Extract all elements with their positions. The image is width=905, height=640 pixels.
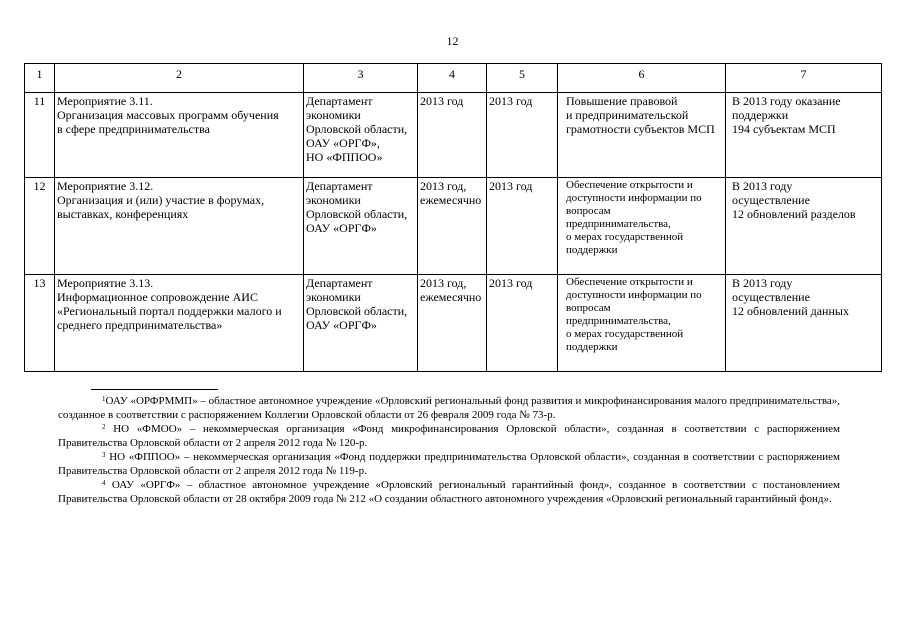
cell-line: среднего предпринимательства» [57, 318, 223, 332]
cell-line: Орловской области, [306, 122, 408, 136]
row-number: 13 [25, 275, 55, 372]
cell-line: поддержки [732, 108, 789, 122]
cell-line: о мерах государственной [566, 231, 684, 243]
cell-line: Мероприятие 3.13. [57, 276, 154, 290]
cell-line: экономики [306, 108, 361, 122]
cell-line: вопросам [566, 302, 611, 314]
cell-line: вопросам [566, 205, 611, 217]
cell-line: о мерах государственной [566, 328, 684, 340]
table-header-row [25, 64, 882, 93]
period-cell [487, 93, 558, 178]
footnote [58, 394, 840, 422]
cell-line: Мероприятие 3.11. [57, 94, 153, 108]
cell-line: Мероприятие 3.12. [57, 179, 154, 193]
footnote-text: НО «ФППОО» – некоммерческая организация «Фонд поддержки предпринимательства Орловской области», созданная в соответствии с распоряжением Правительства Орловской области от 2 апреля 2012 года № 119-р. [58, 451, 840, 477]
header-cell: 6 [558, 64, 726, 93]
cell-line: поддержки [566, 341, 618, 353]
cell-line: В 2013 году [732, 276, 793, 290]
result-cell [558, 93, 726, 178]
cell-line: в сфере предпринимательства [57, 122, 210, 136]
row-number: 11 [25, 93, 55, 178]
event-cell [55, 178, 304, 275]
footnote-mark: 3 [102, 451, 106, 459]
footnote-text: НО «ФМОО» – некоммерческая организация «Фонд микрофинансирования Орловской области», созданная в соответствии с распоряжением Правительства Орловской области от 2 апреля 2012 года № 120-р. [58, 423, 840, 449]
cell-line: 2013 год, [420, 276, 467, 290]
cell-line: 194 субъектам МСП [732, 122, 836, 136]
cell-line: Департамент [306, 94, 373, 108]
cell-line: ОАУ «ОРГФ» [306, 318, 377, 332]
cell-line: В 2013 году [732, 179, 793, 193]
table-row [25, 275, 882, 372]
event-cell [55, 93, 304, 178]
header-cell: 3 [304, 64, 418, 93]
cell-line: Обеспечение открытости и [566, 276, 693, 288]
cell-line: Организация и (или) участие в форумах, [57, 193, 265, 207]
header-cell: 2 [55, 64, 304, 93]
cell-line: экономики [306, 290, 361, 304]
period-cell [487, 275, 558, 372]
cell-line: ОАУ «ОРГФ» [306, 221, 377, 235]
cell-line: осуществление [732, 193, 810, 207]
executor-cell [304, 178, 418, 275]
term-cell [418, 178, 487, 275]
cell-line: Повышение правовой [566, 94, 678, 108]
table-row [25, 93, 882, 178]
cell-line: 2013 год, [420, 179, 467, 193]
cell-line: предпринимательства, [566, 315, 671, 327]
footnote-text: ОАУ «ОРФРММП» – областное автономное учреждение «Орловский региональный фонд развития и микрофинансирования малого предпринимательства», созданное в соответствии с распоряжением Коллегии Орловской области от 26 февраля 2009 года № 73-р. [58, 395, 840, 421]
cell-line: 2013 год [420, 94, 464, 108]
cell-line: 2013 год [489, 94, 533, 108]
term-cell [418, 93, 487, 178]
event-cell [55, 275, 304, 372]
executor-cell [304, 93, 418, 178]
cell-line: Департамент [306, 179, 373, 193]
cell-line: НО «ФППОО» [306, 150, 383, 164]
indicator-cell [726, 275, 882, 372]
cell-line: В 2013 году оказание [732, 94, 841, 108]
period-cell [487, 178, 558, 275]
cell-line: и предпринимательской [566, 108, 689, 122]
result-cell [558, 275, 726, 372]
indicator-cell [726, 93, 882, 178]
cell-line: Орловской области, [306, 304, 408, 318]
footnote [58, 478, 840, 506]
footnote [58, 450, 840, 478]
header-cell: 7 [726, 64, 882, 93]
cell-line: экономики [306, 193, 361, 207]
cell-line: 2013 год [489, 276, 533, 290]
footnote-mark: 2 [102, 423, 106, 431]
cell-line: Обеспечение открытости и [566, 179, 693, 191]
cell-line: Орловской области, [306, 207, 408, 221]
header-cell: 5 [487, 64, 558, 93]
table-row [25, 178, 882, 275]
cell-line: доступности информации по [566, 192, 702, 204]
footnotes [58, 394, 840, 506]
header-cell: 4 [418, 64, 487, 93]
cell-line: грамотности субъектов МСП [566, 122, 715, 136]
cell-line: Департамент [306, 276, 373, 290]
cell-line: 2013 год [489, 179, 533, 193]
page-number: 12 [446, 34, 459, 48]
cell-line: доступности информации по [566, 289, 702, 301]
cell-line: 12 обновлений разделов [732, 207, 856, 221]
row-number: 12 [25, 178, 55, 275]
cell-line: поддержки [566, 244, 618, 256]
executor-cell [304, 275, 418, 372]
cell-line: ежемесячно [420, 290, 482, 304]
result-cell [558, 178, 726, 275]
indicator-cell [726, 178, 882, 275]
cell-line: выставках, конференциях [57, 207, 189, 221]
cell-line: ОАУ «ОРГФ», [306, 136, 380, 150]
cell-line: Организация массовых программ обучения [57, 108, 279, 122]
term-cell [418, 275, 487, 372]
header-cell: 1 [25, 64, 55, 93]
cell-line: ежемесячно [420, 193, 482, 207]
events-table [24, 63, 882, 372]
cell-line: осуществление [732, 290, 810, 304]
footnote-text: ОАУ «ОРГФ» – областное автономное учреждение «Орловский региональный гарантийный фонд», созданное в соответствии с постановлением Правительства Орловской области от 28 октября 2009 года № 212 «О создании областного автономного учреждения «Орловский региональный гарантийный фонд». [58, 479, 840, 505]
footnote [58, 422, 840, 450]
footnote-mark: 4 [102, 479, 106, 487]
cell-line: 12 обновлений данных [732, 304, 849, 318]
cell-line: предпринимательства, [566, 218, 671, 230]
cell-line: Информационное сопровождение АИС [57, 290, 258, 304]
footnote-divider [91, 389, 218, 390]
footnote-mark: 1 [102, 395, 106, 403]
cell-line: «Региональный портал поддержки малого и [57, 304, 282, 318]
